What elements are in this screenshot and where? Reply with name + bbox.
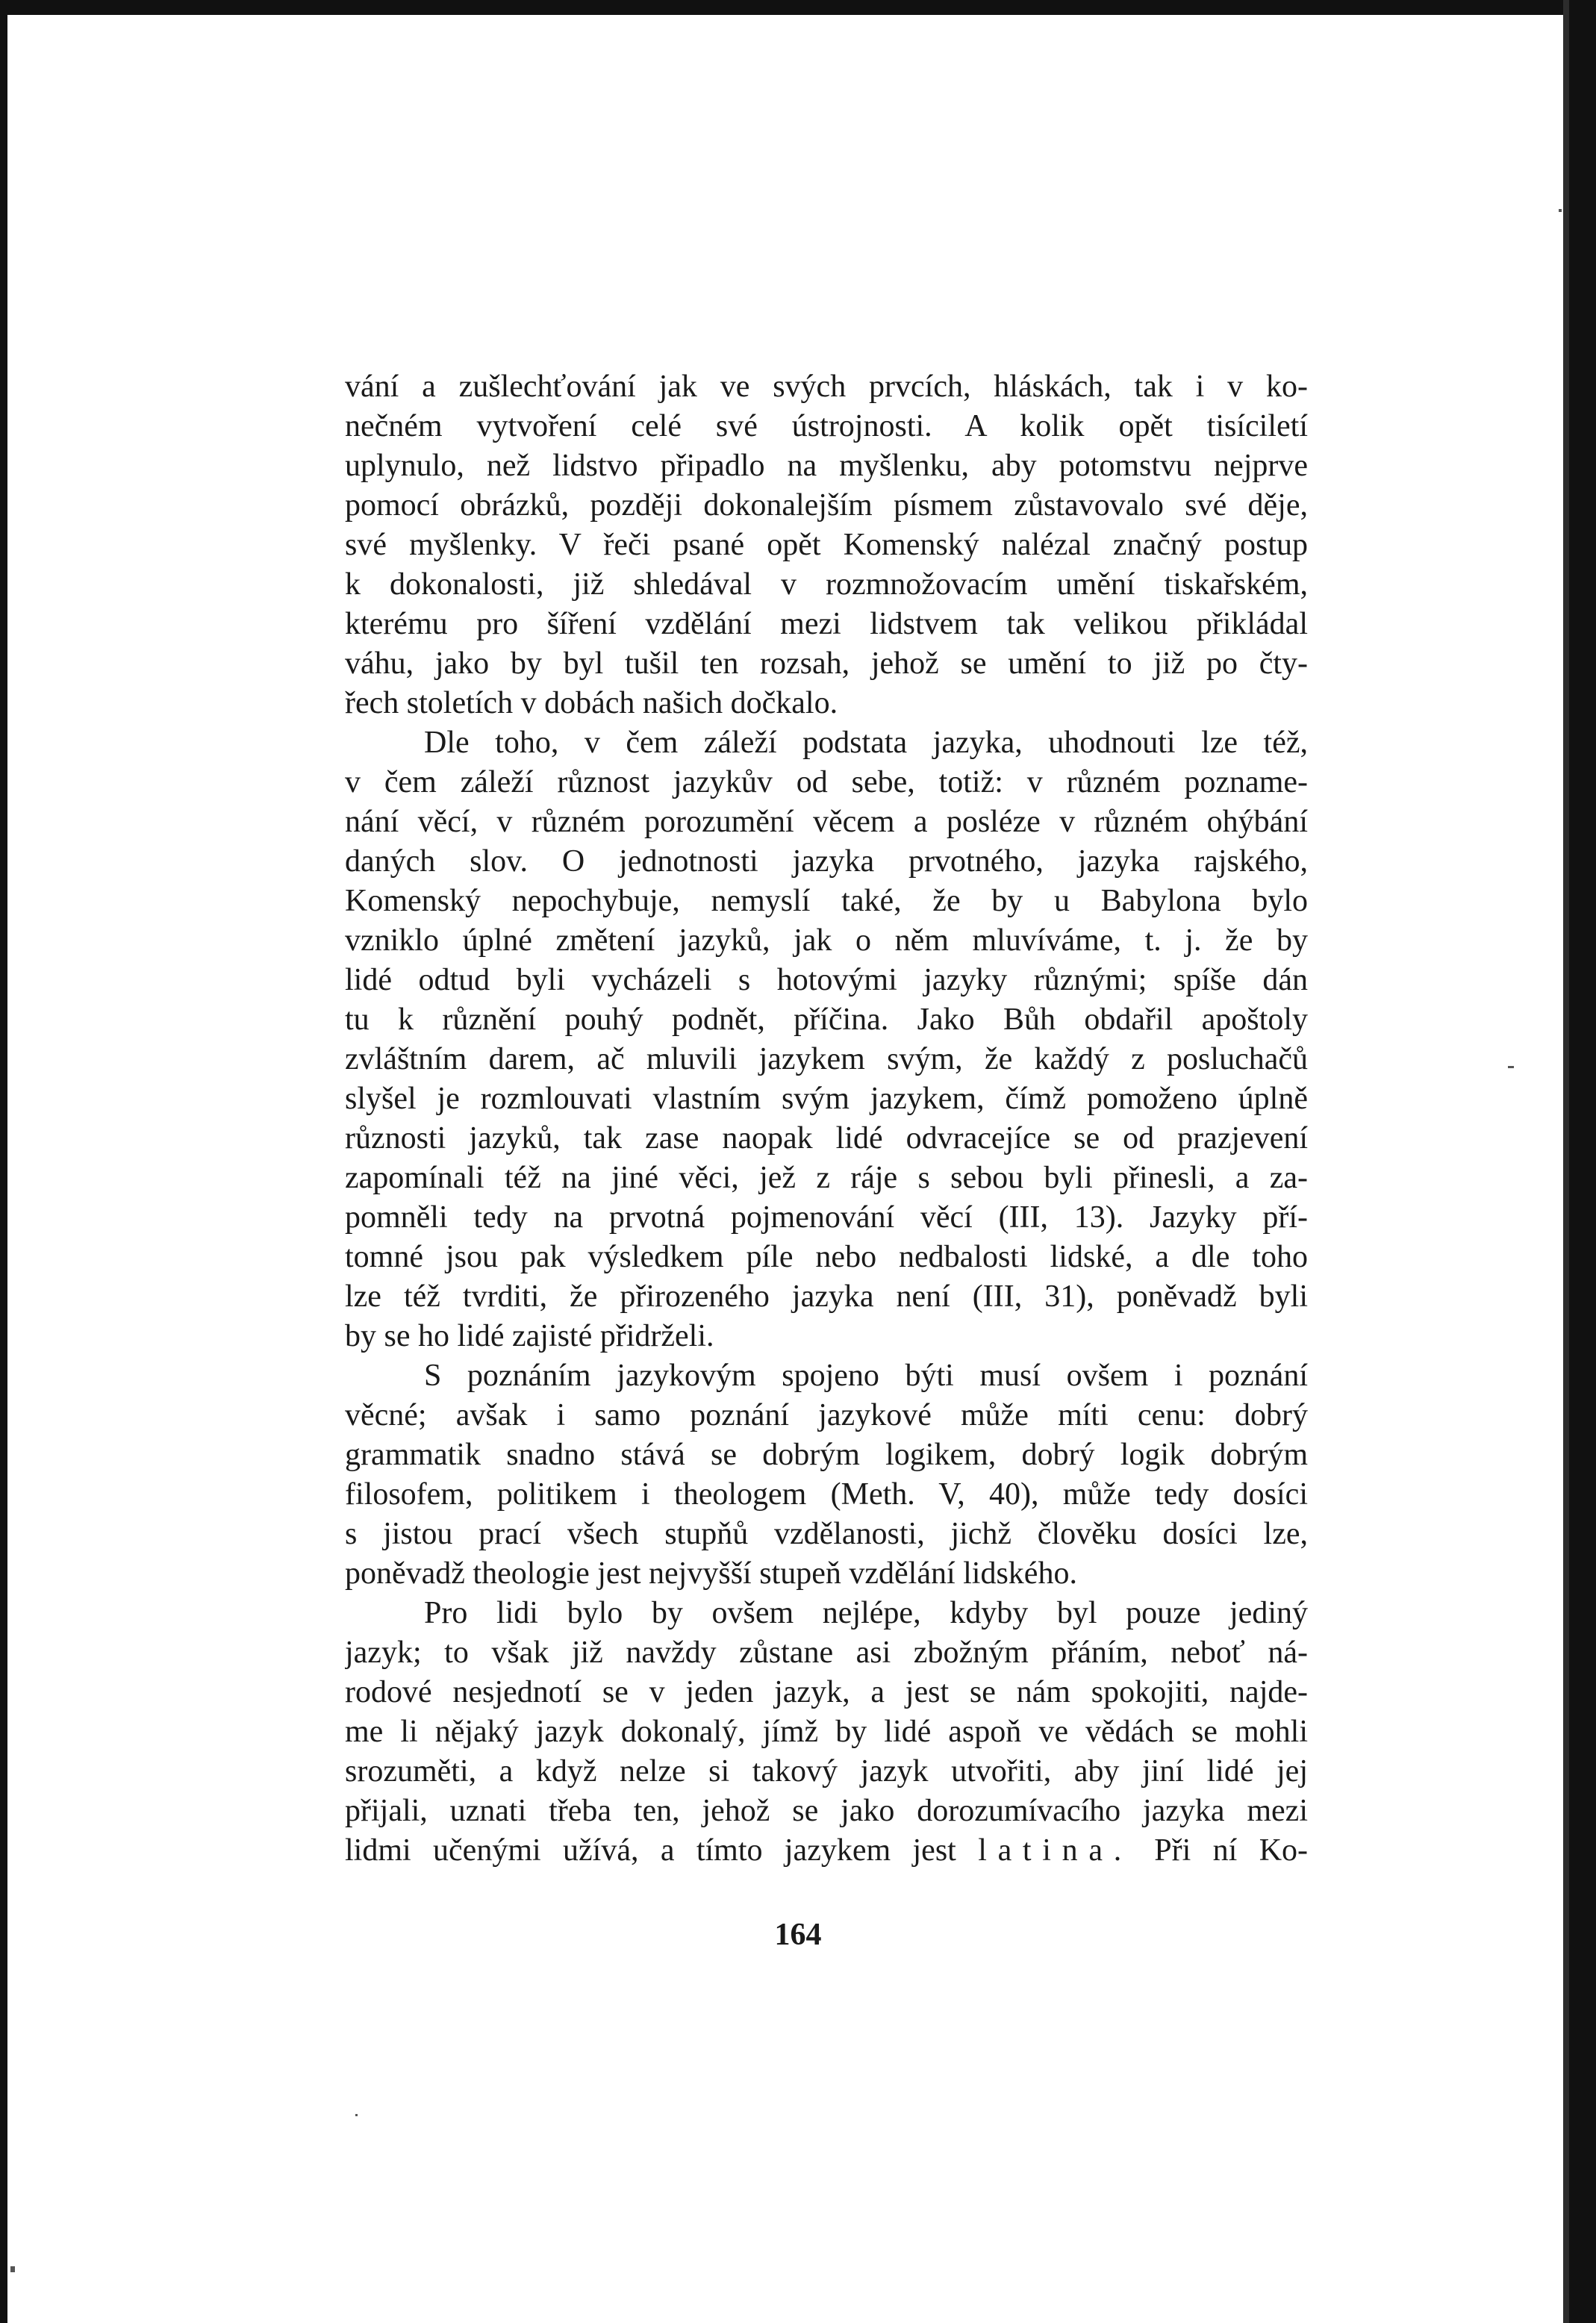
body-text [345, 367, 1308, 1871]
scan-left-edge [0, 0, 7, 2323]
text-line: přijali, uznati třeba ten, jehož se jako dorozumívacího jazyka mezi [345, 1794, 1308, 1828]
text-line: srozuměti, a když nelze si takový jazyk utvořiti, aby jiní lidé jej [345, 1754, 1308, 1789]
paragraph-start: Dle toho, v čem záleží podstata jazyka, uhodnouti lze též, [424, 726, 1308, 760]
text-line: vání a zušlechťování jak ve svých prvcích, hláskách, tak i v ko- [345, 370, 1308, 404]
page-number: 164 [774, 1918, 822, 1952]
text-line: řech stoletích v dobách našich dočkalo. [345, 686, 838, 720]
text-line: zapomínali též na jiné věci, jež z ráje s sebou byli přinesli, a za- [345, 1161, 1308, 1195]
text-line: lidé odtud byli vycházeli s hotovými jazyky různými; spíše dán [345, 963, 1308, 997]
text-line: uplynulo, než lidstvo připadlo na myšlenku, aby potomstvu nejprve [345, 449, 1308, 483]
scan-speck [355, 2114, 358, 2116]
scan-top-edge [0, 0, 1596, 15]
text-line: zvláštním darem, ač mluvili jazykem svým, že každý z posluchačů [345, 1042, 1308, 1076]
text-line: slyšel je rozmlouvati vlastním svým jazykem, čímž pomoženo úplně [345, 1082, 1308, 1116]
scan-right-shadow [1563, 0, 1569, 2323]
text-line: me li nějaký jazyk dokonalý, jímž by lidé aspoň ve vědách se mohli [345, 1715, 1308, 1749]
scan-speck [10, 2266, 15, 2272]
text-line [345, 1831, 1308, 1871]
text-line: své myšlenky. V řeči psané opět Komenský nalézal značný postup [345, 528, 1308, 562]
text-line: pomněli tedy na prvotná pojmenování věcí (III, 13). Jazyky pří- [345, 1200, 1308, 1235]
text-segment: lidmi učenými užívá, a tímto jazykem jest [345, 1833, 956, 1868]
text-line: poněvadž theologie jest nejvyšší stupeň vzdělání lidského. [345, 1556, 1077, 1591]
text-line: filosofem, politikem i theologem (Meth. V, 40), může tedy dosíci [345, 1477, 1308, 1512]
text-line: kterému pro šíření vzdělání mezi lidstvem tak velikou přikládal [345, 607, 1308, 641]
text-line: pomocí obrázků, později dokonalejším písmem zůstavovalo své děje, [345, 488, 1308, 523]
text-line: rodové nesjednotí se v jeden jazyk, a jest se nám spokojiti, najde- [345, 1675, 1308, 1709]
text-line: nání věcí, v různém porozumění věcem a posléze v různém ohýbání [345, 805, 1308, 839]
text-line: daných slov. O jednotnosti jazyka prvotného, jazyka rajského, [345, 844, 1308, 879]
text-line: grammatik snadno stává se dobrým logikem, dobrý logik dobrým [345, 1438, 1308, 1472]
scan-speck [1559, 209, 1562, 212]
scan-right-edge [1569, 0, 1596, 2323]
text-line: vzniklo úplné změtení jazyků, jak o něm mluvíváme, t. j. že by [345, 923, 1308, 958]
paragraph-start: Pro lidi bylo by ovšem nejlépe, kdyby byl pouze jediný [424, 1596, 1308, 1630]
text-line: lze též tvrditi, že přirozeného jazyka není (III, 31), poněvadž byli [345, 1279, 1308, 1314]
text-line: tomné jsou pak výsledkem píle nebo nedbalosti lidské, a dle toho [345, 1240, 1308, 1274]
text-line: věcné; avšak i samo poznání jazykové může míti cenu: dobrý [345, 1398, 1308, 1432]
spaced-word-latina: latina. [978, 1833, 1132, 1868]
text-line: s jistou prací všech stupňů vzdělanosti, jichž člověku dosíci lze, [345, 1517, 1308, 1551]
text-line: jazyk; to však již navždy zůstane asi zbožným přáním, neboť ná- [345, 1636, 1308, 1670]
text-line: Komenský nepochybuje, nemyslí také, že by u Babylona bylo [345, 884, 1308, 918]
text-line: tu k různění pouhý podnět, příčina. Jako Bůh obdařil apoštoly [345, 1003, 1308, 1037]
text-line: váhu, jako by byl tušil ten rozsah, jehož se umění to již po čty- [345, 646, 1308, 681]
text-line: nečném vytvoření celé své ústrojnosti. A kolik opět tisíciletí [345, 409, 1308, 443]
scan-speck [1508, 1066, 1514, 1068]
text-segment: Při ní Ko- [1154, 1833, 1308, 1868]
text-line: by se ho lidé zajisté přidrželi. [345, 1319, 714, 1353]
text-line: v čem záleží různost jazykův od sebe, totiž: v různém pozname- [345, 765, 1308, 799]
text-line: různosti jazyků, tak zase naopak lidé odvracejíce se od prazjevení [345, 1121, 1308, 1156]
paragraph-start: S poznáním jazykovým spojeno býti musí ovšem i poznání [424, 1359, 1308, 1393]
text-line: k dokonalosti, již shledával v rozmnožovacím umění tiskařském, [345, 567, 1308, 602]
